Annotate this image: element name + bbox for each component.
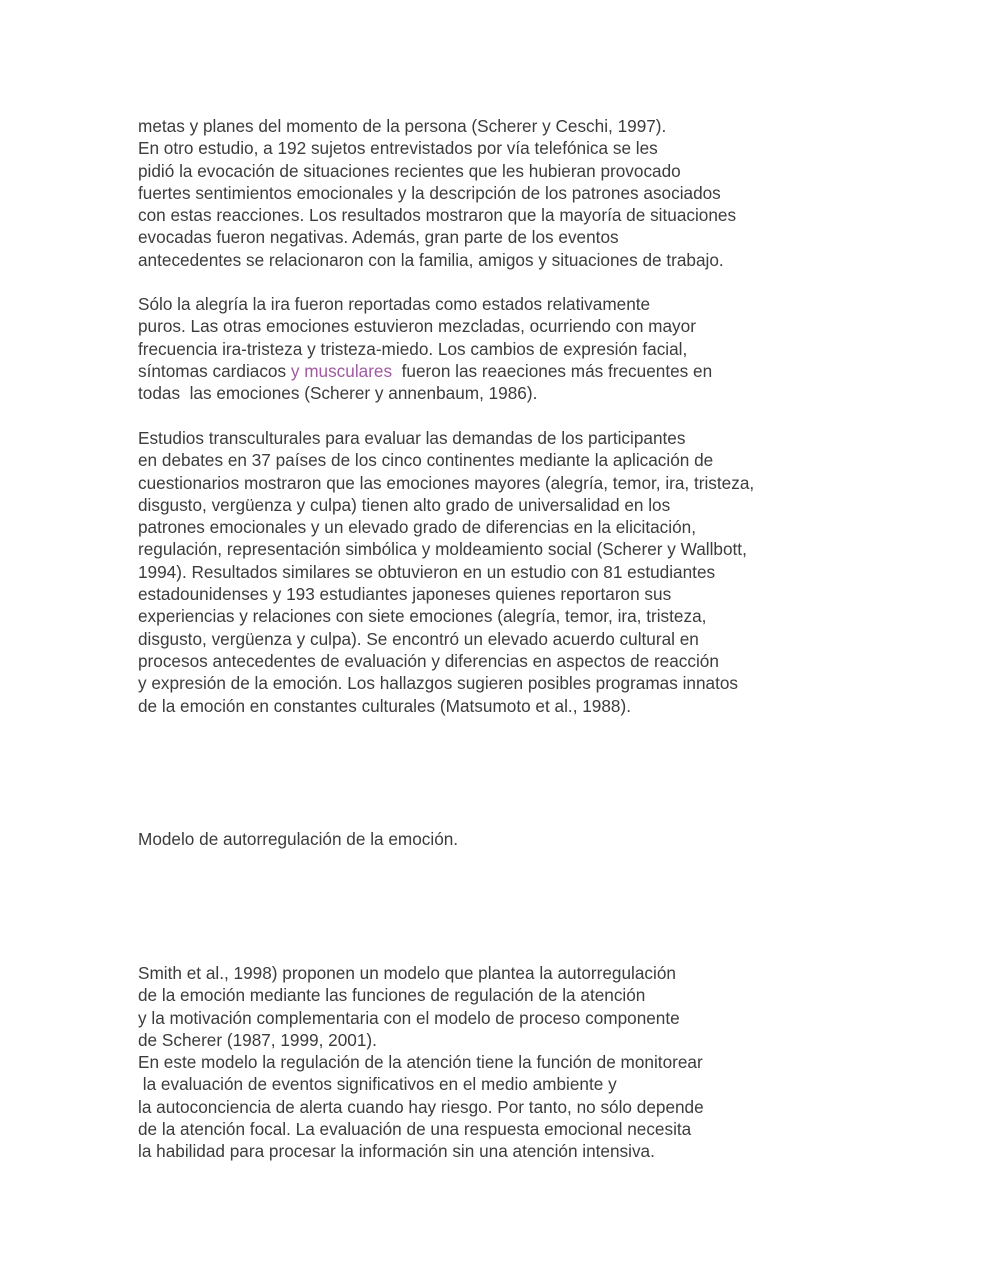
section-heading (138, 828, 858, 850)
text-line: frecuencia ira-tristeza y tristeza-miedo. Los cambios de expresión facial, (138, 338, 688, 359)
text-line: regulación, representación simbólica y moldeamiento social (Scherer y Wallbott, (138, 539, 747, 560)
text-line: de la atención focal. La evaluación de una respuesta emocional necesita (138, 1119, 692, 1140)
text-line: experiencias y relaciones con siete emociones (alegría, temor, ira, tristeza, (138, 606, 707, 627)
text-line: en debates en 37 países de los cinco continentes mediante la aplicación de (138, 450, 714, 471)
text-line: Sólo la alegría la ira fueron reportadas como estados relativamente (138, 294, 651, 314)
text-line: En otro estudio, a 192 sujetos entrevistados por vía telefónica se les (138, 138, 658, 159)
text-segment: síntomas cardiacos (138, 360, 291, 381)
text-line: metas y planes del momento de la persona (Scherer y Ceschi, 1997). (138, 116, 667, 136)
text-line: la autoconciencia de alerta cuando hay riesgo. Por tanto, no sólo depende (138, 1096, 704, 1117)
text-line: de la emoción mediante las funciones de regulación de la atención (138, 985, 646, 1006)
text-line: todas las emociones (Scherer y annenbaum, 1986). (138, 383, 538, 404)
text-line: puros. Las otras emociones estuvieron mezcladas, ocurriendo con mayor (138, 316, 696, 337)
text-line: antecedentes se relacionaron con la familia, amigos y situaciones de trabajo. (138, 249, 724, 270)
text-line: fuertes sentimientos emocionales y la descripción de los patrones asociados (138, 182, 721, 203)
text-line: 1994). Resultados similares se obtuvieron en un estudio con 81 estudiantes (138, 561, 716, 582)
text-line: la habilidad para procesar la información sin una atención intensiva. (138, 1141, 655, 1162)
paragraph-4 (138, 962, 858, 1163)
text-line: evocadas fueron negativas. Además, gran parte de los eventos (138, 227, 619, 248)
text-line (138, 360, 858, 382)
text-line: Smith et al., 1998) proponen un modelo que plantea la autorregulación (138, 963, 676, 983)
text-line: la evaluación de eventos significativos en el medio ambiente y (138, 1074, 617, 1095)
text-line: con estas reacciones. Los resultados mostraron que la mayoría de situaciones (138, 205, 737, 226)
paragraph-3 (138, 427, 858, 717)
text-line: de la emoción en constantes culturales (Matsumoto et al., 1988). (138, 695, 631, 716)
text-line: Estudios transculturales para evaluar las demandas de los participantes (138, 428, 686, 448)
text-line: procesos antecedentes de evaluación y diferencias en aspectos de reacción (138, 650, 719, 671)
text-line: estadounidenses y 193 estudiantes japoneses quienes reportaron sus (138, 584, 672, 605)
text-line: patrones emocionales y un elevado grado de diferencias en la elicitación, (138, 517, 696, 538)
text-line: pidió la evocación de situaciones recientes que les hubieran provocado (138, 160, 681, 181)
paragraph-1 (138, 115, 858, 271)
paragraph-2 (138, 293, 858, 404)
text-line: En este modelo la regulación de la atención tiene la función de monitorear (138, 1052, 703, 1073)
text-line: disgusto, vergüenza y culpa) tienen alto grado de universalidad en los (138, 494, 671, 515)
highlighted-text: y musculares (290, 360, 393, 381)
heading-text: Modelo de autorregulación de la emoción. (138, 829, 459, 849)
text-segment: fueron las reaeciones más frecuentes en (392, 360, 713, 381)
text-line: disgusto, vergüenza y culpa). Se encontró un elevado acuerdo cultural en (138, 628, 699, 649)
text-line: cuestionarios mostraron que las emociones mayores (alegría, temor, ira, tristeza, (138, 472, 755, 493)
text-line: de Scherer (1987, 1999, 2001). (138, 1029, 377, 1050)
text-line: y expresión de la emoción. Los hallazgos sugieren posibles programas innatos (138, 673, 739, 694)
text-line: y la motivación complementaria con el modelo de proceso componente (138, 1007, 680, 1028)
